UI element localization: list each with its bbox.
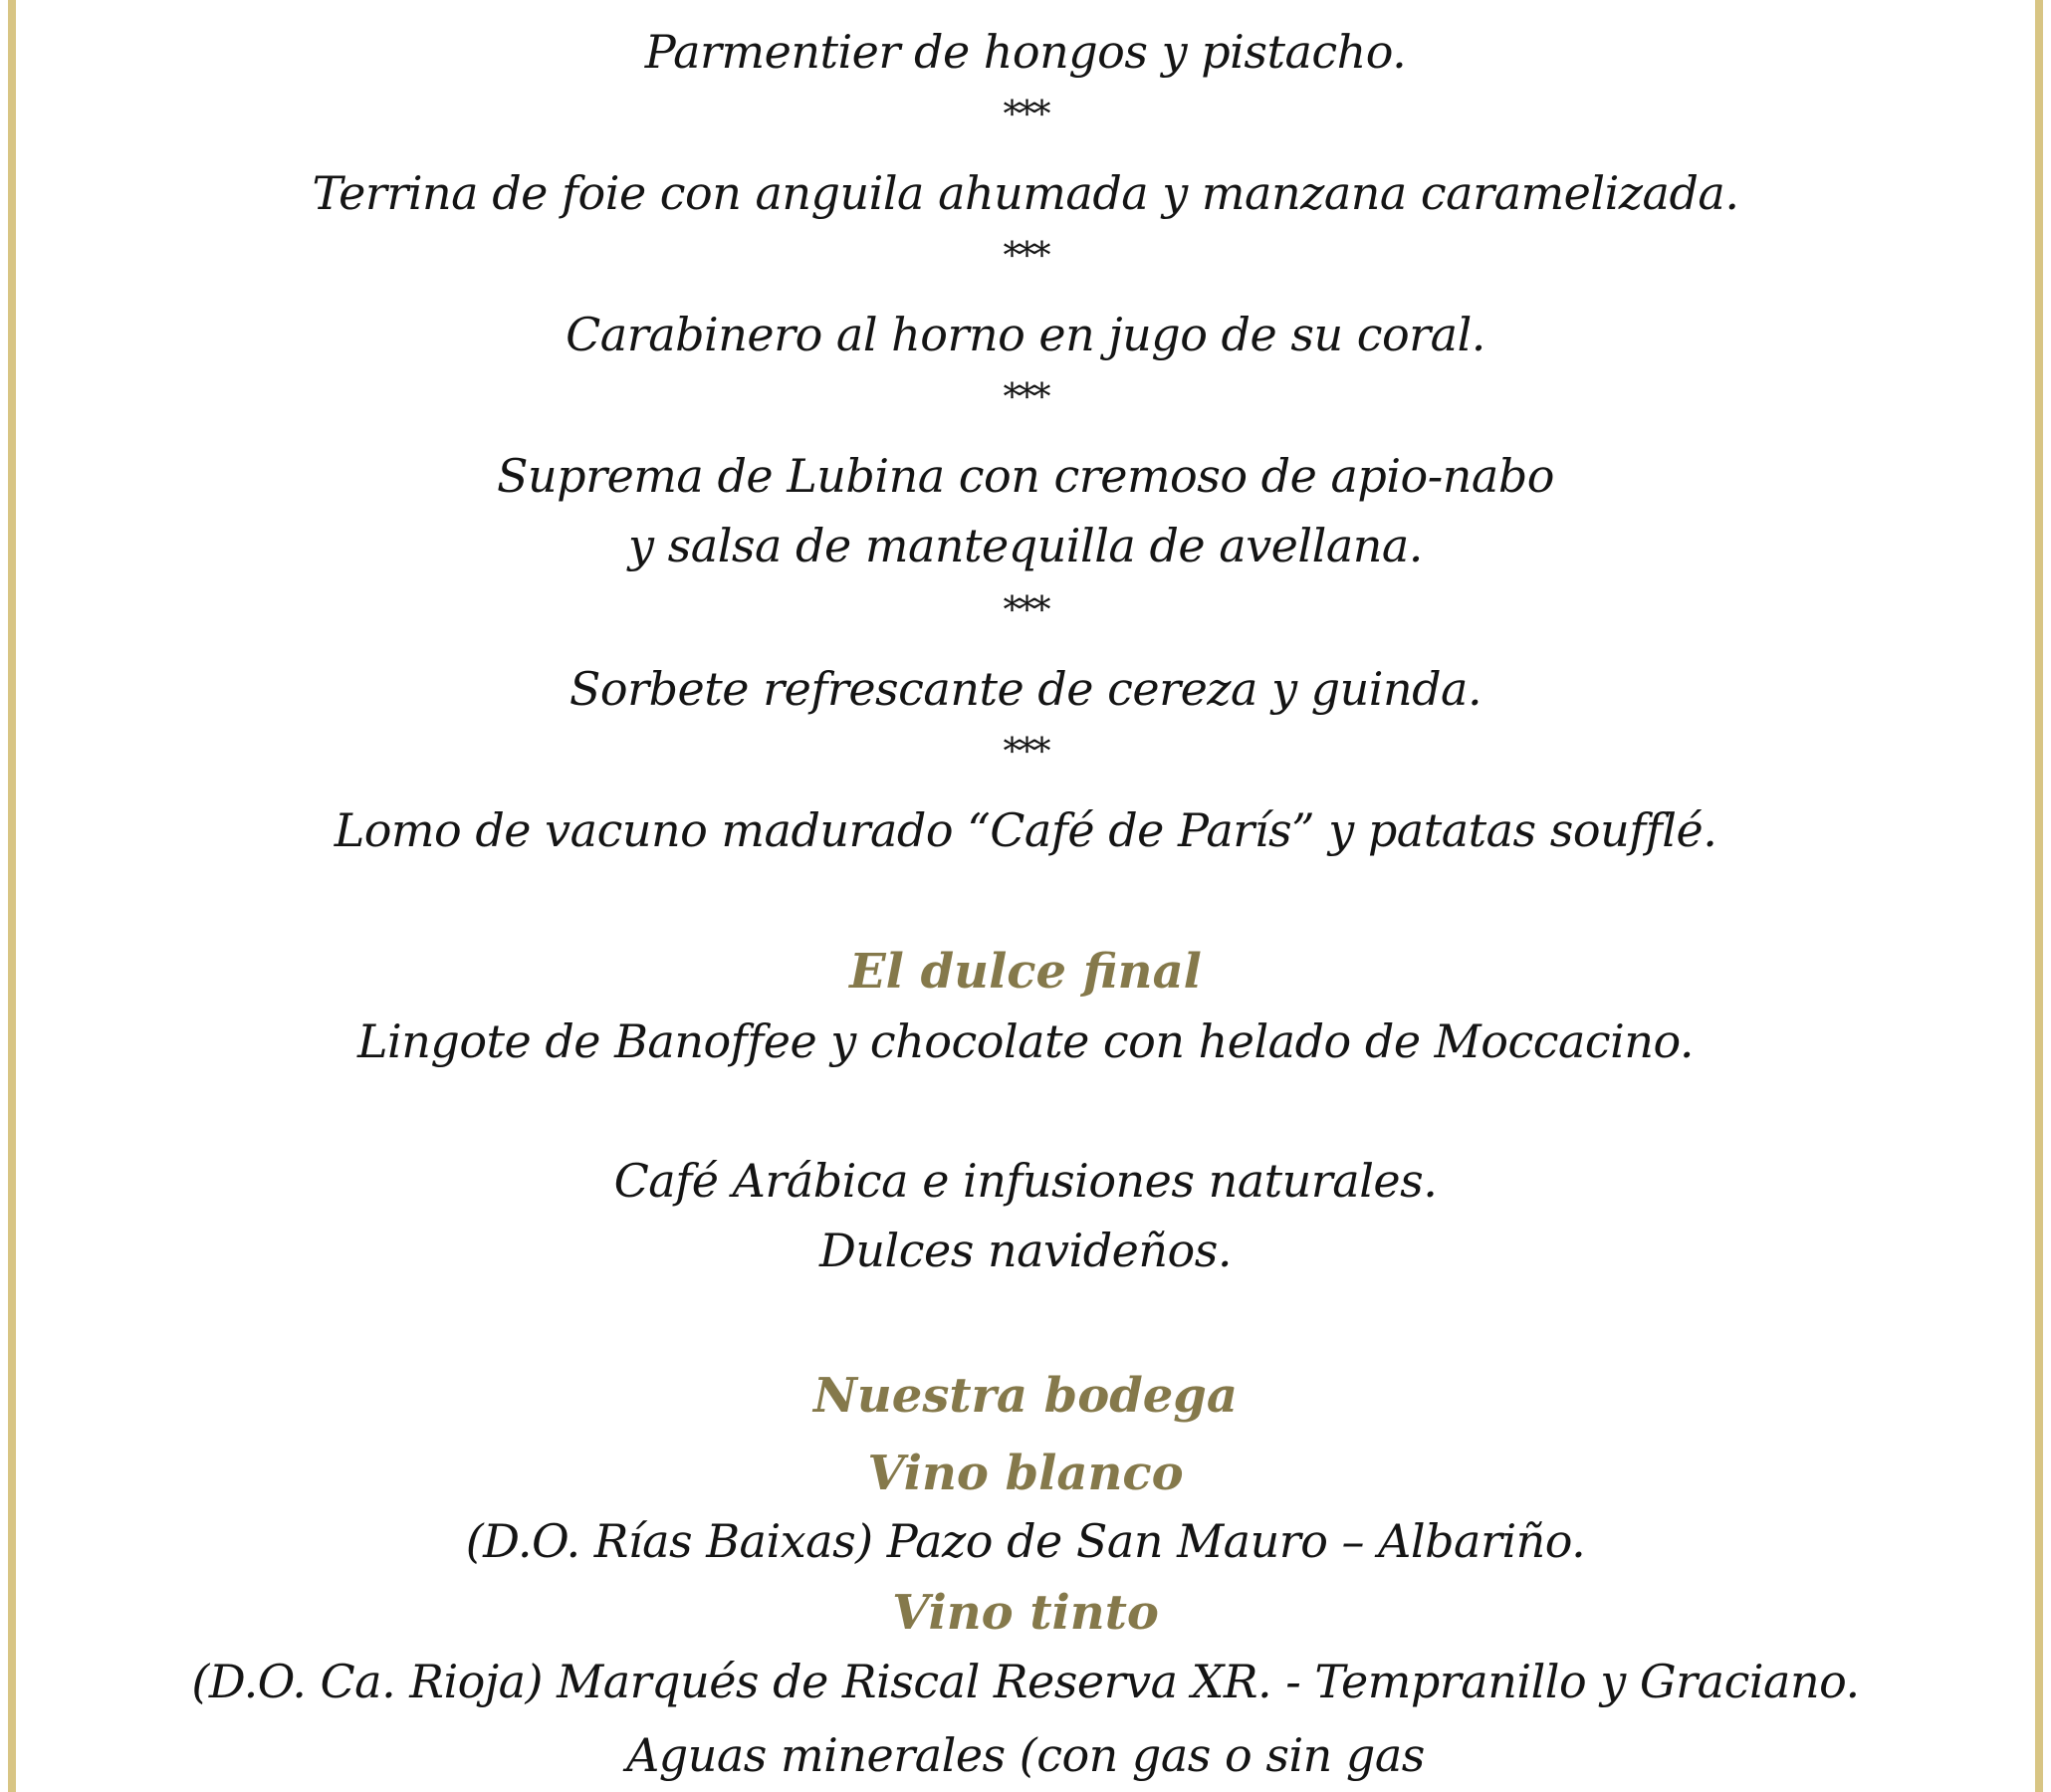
red-wine-heading: Vino tinto: [892, 1585, 1159, 1641]
dessert-item: Lingote de Banoffee y chocolate con helado de Moccacino.: [356, 1014, 1695, 1068]
red-wine-item: (D.O. Ca. Rioja) Marqués de Riscal Reserva XR. - Tempranillo y Graciano.: [191, 1655, 1860, 1708]
separator: ***: [1003, 236, 1048, 277]
dish-terrina-foie: Terrina de foie con anguila ahumada y manzana caramelizada.: [312, 166, 1739, 220]
water-line: Aguas minerales (con gas o sin gas: [626, 1728, 1425, 1782]
white-wine-item: (D.O. Rías Baixas) Pazo de San Mauro – Albariño.: [465, 1514, 1586, 1568]
dish-parmentier: Parmentier de hongos y pistacho.: [644, 25, 1407, 79]
separator: ***: [1003, 590, 1048, 631]
dish-carabinero: Carabinero al horno en jugo de su coral.: [566, 308, 1485, 361]
coffee-line: Café Arábica e infusiones naturales.: [613, 1154, 1438, 1208]
white-wine-heading: Vino blanco: [867, 1446, 1184, 1501]
dish-lomo-vacuno: Lomo de vacuno madurado “Café de París” y patatas soufflé.: [334, 803, 1717, 857]
dish-lubina-line2: y salsa de mantequilla de avellana.: [628, 519, 1423, 572]
sweets-line: Dulces navideños.: [819, 1224, 1232, 1277]
separator: ***: [1003, 732, 1048, 773]
dessert-heading: El dulce final: [849, 944, 1202, 1000]
dish-lubina-line1: Suprema de Lubina con cremoso de apio-nabo: [497, 449, 1554, 503]
separator: ***: [1003, 95, 1048, 135]
dish-sorbete: Sorbete refrescante de cereza y guinda.: [569, 662, 1482, 716]
cellar-heading: Nuestra bodega: [813, 1368, 1238, 1424]
separator: ***: [1003, 377, 1048, 418]
